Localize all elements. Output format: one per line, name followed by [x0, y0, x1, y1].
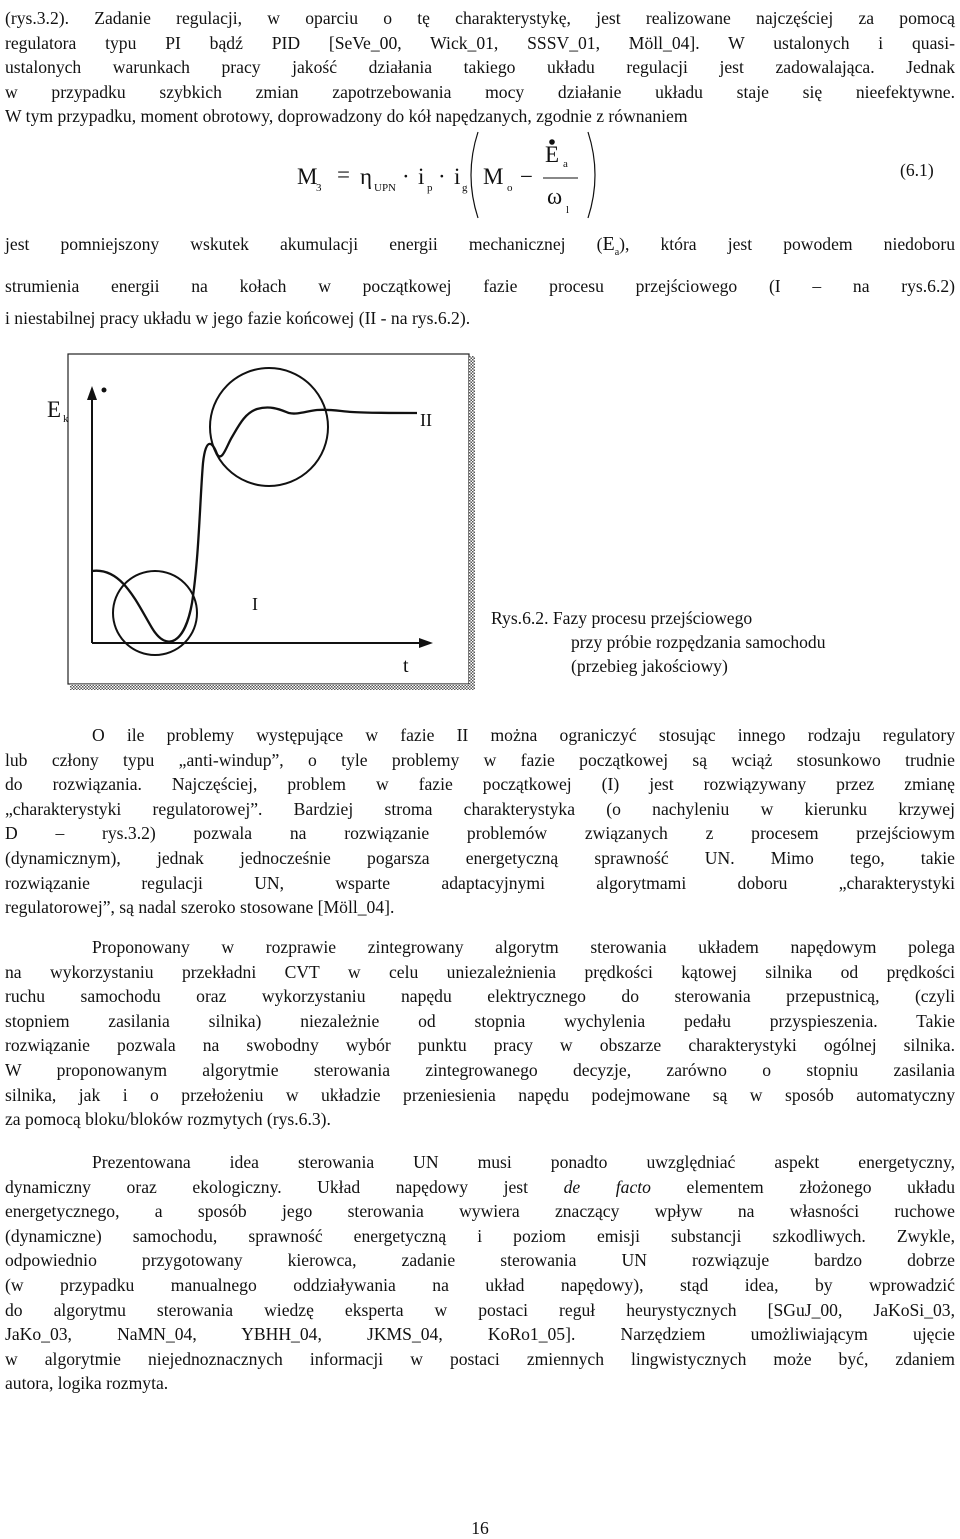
symbol-sub-a: a [614, 247, 620, 258]
right-paren [588, 132, 595, 218]
y-axis-label: E [47, 397, 62, 422]
emphasis-de-facto: de facto [563, 1176, 651, 1197]
text-line: za pomocą bloku/bloków rozmytych (rys.6.3). [5, 1109, 331, 1130]
symbol-E: E [602, 233, 615, 255]
phase-II-label: II [420, 410, 432, 430]
y-axis-label-sub: k [63, 413, 69, 425]
text-line: w algorytmie niejednoznacznych informacji w postaci zmiennych lingwistycznych może być, zdaniem [5, 1348, 955, 1369]
caption-line: Rys.6.2. Fazy procesu przejściowego [491, 608, 753, 628]
paragraph-phase-problems [5, 723, 955, 920]
text-line: na wykorzystaniu przekładni CVT w celu uniezależnienia prędkości kątowej silnika od prędkości [5, 961, 955, 982]
text-line: do algorytmu sterowania wiedzę eksperta w postaci reguł heurystycznych [SGuJ_00, JaKoSi_03, [5, 1299, 955, 1320]
eq-sub-p: p [427, 182, 433, 194]
eq-E-a: E [545, 142, 560, 167]
text-line: odpowiednio przygotowany kierowca, zadanie sterowania UN rozwiązuje bardzo dobrze [5, 1250, 955, 1271]
page-number: 16 [471, 1518, 489, 1538]
phase-I-label: I [252, 594, 258, 614]
eq-sub-a: a [563, 158, 568, 170]
eq-equals: = [337, 162, 350, 187]
text-line: energetycznego, a sposób jego sterowania wywiera znaczący wpływ na własności ruchowe [5, 1201, 955, 1222]
eq-dot-1: · [402, 164, 410, 189]
eq-omega: ω [547, 184, 563, 209]
text-line: (dynamiczne) samochodu, sprawność energetyczną i poziom emisji substancji szkodliwych. Zwykle, [5, 1225, 955, 1246]
paragraph-intro [5, 6, 955, 129]
text-line: strumienia energii na kołach w początkowej fazie procesu przejściowego (I – na rys.6.2) [5, 276, 955, 296]
eq-M-o: M [483, 164, 504, 189]
text-line: rozwiązanie regulacji UN, wsparte adaptacyjnymi algorytmami doboru „charakterystyki [5, 872, 955, 893]
text-line: ustalonych warunkach pracy jakość działania takiego układu regulacji jest zadowalająca. Jednak [5, 57, 955, 78]
equation-brackets [0, 130, 960, 225]
text-line: i niestabilnej pracy układu w jego fazie końcowej (II - na rys.6.2). [5, 308, 471, 328]
paragraph-proposed-algorithm [5, 935, 955, 1132]
text-line: Prezentowana idea sterowania UN musi ponadto uwzględniać aspekt energetyczny, [92, 1152, 955, 1172]
text-line: autora, logika rozmyta. [5, 1373, 169, 1394]
text-line: D – rys.3.2) pozwala na rozwiązanie problemów związanych z procesem przejściowym [5, 823, 955, 844]
frame-shadow-right [469, 356, 475, 690]
eq-minus: − [520, 164, 533, 189]
text-line [5, 229, 955, 268]
x-axis-label: t [403, 655, 409, 677]
text-line: W tym przypadku, moment obrotowy, doprowadzony do kół napędzanych, zgodnie z równaniem [5, 106, 688, 127]
equation-number: (6.1) [900, 160, 934, 180]
eq-i-p: i [418, 164, 425, 189]
caption-line: przy próbie rozpędzania samochodu [571, 632, 826, 652]
text-line: w przypadku szybkich zmian zapotrzebowania mocy działanie układu staje się nieefektywne. [5, 81, 955, 102]
text-line [5, 1175, 955, 1200]
eq-sub-l: l [566, 204, 570, 216]
eq-sub-upn: UPN [374, 182, 397, 194]
eq-M3: M [297, 164, 318, 189]
text-line: O ile problemy występujące w fazie II można ograniczyć stosując innego rodzaju regulatory [92, 725, 955, 745]
text-line: (w przypadku manualnego oddziaływania na układ napędowy), stąd idea, by wprowadzić [5, 1274, 955, 1295]
text-line: regulatorowej”, są nadal szeroko stosowane [Möll_04]. [5, 897, 395, 918]
text-line: silnika, jak i o przełożeniu w układzie przeniesienia napędu podejmowane są w sposób automatyczny [5, 1084, 955, 1105]
text-line: stopniem zasilania silnika) niezależnie od stopnia wychylenia pedału przyspieszenia. Takie [5, 1010, 955, 1031]
eq-sub-o: o [507, 182, 513, 194]
frame-shadow-bottom [70, 684, 475, 690]
figure-plot [67, 353, 477, 693]
paragraph-accumulation [5, 229, 955, 332]
text-segment: jest pomniejszony wskutek akumulacji energii mechanicznej ( [5, 234, 603, 254]
text-line: W proponowanym algorytmie sterowania zintegrowanego decyzje, zarówno o stopniu zasilania [5, 1059, 955, 1080]
text-line: rozwiązanie pozwala na swobodny wybór punktu pracy w obszarze charakterystyki ogólnej silnika. [5, 1035, 955, 1056]
equation-6-1 [0, 130, 960, 225]
text-segment: elementem złożonego układu [650, 1176, 956, 1197]
text-line: Proponowany w rozprawie zintegrowany algorytm sterowania układem napędowym polega [92, 937, 955, 957]
text-line: „charakterystyki regulatorowej”. Bardziej stroma charakterystyka (o nachyleniu w kierunku krzywej [5, 798, 955, 819]
paragraph-energy-aspect [5, 1150, 955, 1396]
figure-frame [68, 354, 469, 684]
eq-i-g: i [454, 164, 461, 189]
text-line: do rozwiązania. Najczęściej, problem w fazie początkowej (I) jest rozwiązywany przez zmianę [5, 774, 955, 795]
text-line: (rys.3.2). Zadanie regulacji, w oparciu o tę charakterystykę, jest realizowane najczęściej za pomocą [5, 8, 955, 28]
figure-transient-phases [47, 353, 477, 693]
eq-eta: η [360, 164, 373, 189]
text-line: ruchu samochodu oraz wykorzystaniu napędu elektrycznego do sterowania przepustnicą, (czyli [5, 986, 955, 1007]
eq-sub-3: 3 [316, 182, 322, 194]
y-label-dot [102, 388, 107, 393]
text-segment: dynamiczny oraz ekologiczny. Układ napędowy jest [5, 1176, 564, 1197]
text-line: lub człony typu „anti-windup”, o tyle problemy w fazie początkowej są wciąż stosunkowo trudnie [5, 749, 955, 770]
left-paren [471, 132, 478, 218]
eq-sub-g: g [462, 182, 468, 194]
eq-dot-2: · [438, 164, 446, 189]
text-line: JaKo_03, NaMN_04, YBHH_04, JKMS_04, KoRo1_05]. Narzędziem umożliwiającym ujęcie [5, 1324, 955, 1345]
text-line: (dynamicznym), jednak jednocześnie pogarsza energetyczną sprawność UN. Mimo tego, takie [5, 847, 955, 868]
text-segment: ), która jest powodem niedoboru [619, 234, 955, 254]
caption-line: (przebieg jakościowy) [571, 656, 728, 676]
figure-caption [491, 606, 826, 678]
text-line: regulatora typu PI bądź PID [SeVe_00, Wick_01, SSSV_01, Möll_04]. W ustalonych i quasi- [5, 32, 955, 53]
